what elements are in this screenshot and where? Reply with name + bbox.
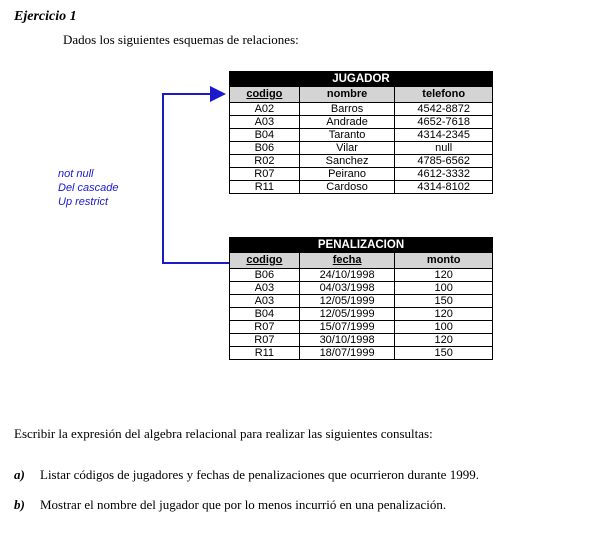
exercise-title: Ejercicio 1	[14, 9, 77, 24]
jugador-cell-nombre: Taranto	[299, 129, 395, 142]
intro-text: Dados los siguientes esquemas de relaciones:	[63, 32, 299, 47]
penalizacion-col-codigo: codigo	[230, 253, 300, 269]
penalizacion-row	[230, 321, 493, 334]
penalizacion-row	[230, 334, 493, 347]
constraint-up-restrict: Up restrict	[58, 196, 109, 208]
jugador-col-telefono: telefono	[395, 87, 493, 103]
penalizacion-cell-fecha: 12/05/1999	[299, 308, 395, 321]
penalizacion-row	[230, 347, 493, 360]
jugador-cell-telefono: 4314-2345	[395, 129, 493, 142]
penalizacion-table	[229, 237, 493, 360]
penalizacion-cell-codigo: A03	[230, 295, 300, 308]
jugador-row	[230, 116, 493, 129]
question-b	[14, 497, 446, 513]
question-a-text: Listar códigos de jugadores y fechas de penalizaciones que ocurrieron durante 1999.	[40, 467, 479, 482]
jugador-row	[230, 103, 493, 116]
jugador-row	[230, 181, 493, 194]
jugador-cell-nombre: Andrade	[299, 116, 395, 129]
jugador-cell-nombre: Sanchez	[299, 155, 395, 168]
constraint-not-null: not null	[58, 168, 94, 180]
jugador-cell-telefono: 4652-7618	[395, 116, 493, 129]
jugador-cell-nombre: Peirano	[299, 168, 395, 181]
jugador-cell-codigo: B06	[230, 142, 300, 155]
penalizacion-cell-fecha: 18/07/1999	[299, 347, 395, 360]
penalizacion-cell-codigo: R11	[230, 347, 300, 360]
jugador-cell-telefono: 4612-3332	[395, 168, 493, 181]
instruction-text: Escribir la expresión del algebra relacional para realizar las siguientes consultas:	[14, 426, 433, 441]
jugador-cell-codigo: R02	[230, 155, 300, 168]
jugador-cell-codigo: A03	[230, 116, 300, 129]
penalizacion-cell-fecha: 04/03/1998	[299, 282, 395, 295]
penalizacion-cell-codigo: B06	[230, 269, 300, 282]
constraint-del-cascade: Del cascade	[58, 182, 119, 194]
jugador-cell-telefono: null	[395, 142, 493, 155]
penalizacion-cell-monto: 150	[395, 295, 493, 308]
penalizacion-cell-fecha: 30/10/1998	[299, 334, 395, 347]
penalizacion-cell-monto: 100	[395, 321, 493, 334]
penalizacion-row	[230, 295, 493, 308]
jugador-cell-codigo: B04	[230, 129, 300, 142]
question-a	[14, 467, 479, 483]
penalizacion-cell-fecha: 12/05/1999	[299, 295, 395, 308]
jugador-cell-nombre: Barros	[299, 103, 395, 116]
jugador-table-title: JUGADOR	[230, 72, 493, 87]
jugador-row	[230, 155, 493, 168]
penalizacion-col-fecha: fecha	[299, 253, 395, 269]
penalizacion-cell-monto: 150	[395, 347, 493, 360]
jugador-cell-nombre: Vilar	[299, 142, 395, 155]
penalizacion-row	[230, 282, 493, 295]
penalizacion-table-title: PENALIZACION	[230, 238, 493, 253]
question-b-text: Mostrar el nombre del jugador que por lo menos incurrió en una penalización.	[40, 497, 447, 512]
jugador-cell-telefono: 4542-8872	[395, 103, 493, 116]
jugador-cell-codigo: R07	[230, 168, 300, 181]
jugador-cell-telefono: 4314-8102	[395, 181, 493, 194]
jugador-cell-nombre: Cardoso	[299, 181, 395, 194]
penalizacion-row	[230, 308, 493, 321]
penalizacion-cell-monto: 120	[395, 308, 493, 321]
jugador-cell-codigo: A02	[230, 103, 300, 116]
penalizacion-cell-monto: 120	[395, 334, 493, 347]
jugador-cell-telefono: 4785-6562	[395, 155, 493, 168]
jugador-row	[230, 129, 493, 142]
penalizacion-cell-monto: 100	[395, 282, 493, 295]
penalizacion-cell-monto: 120	[395, 269, 493, 282]
question-b-label: b)	[14, 497, 25, 512]
penalizacion-cell-codigo: A03	[230, 282, 300, 295]
jugador-row	[230, 168, 493, 181]
penalizacion-cell-codigo: B04	[230, 308, 300, 321]
question-a-label: a)	[14, 467, 25, 482]
penalizacion-cell-fecha: 15/07/1999	[299, 321, 395, 334]
penalizacion-row	[230, 269, 493, 282]
penalizacion-cell-codigo: R07	[230, 334, 300, 347]
jugador-table	[229, 71, 493, 194]
jugador-row	[230, 142, 493, 155]
jugador-col-nombre: nombre	[299, 87, 395, 103]
penalizacion-cell-fecha: 24/10/1998	[299, 269, 395, 282]
penalizacion-cell-codigo: R07	[230, 321, 300, 334]
penalizacion-col-monto: monto	[395, 253, 493, 269]
jugador-col-codigo: codigo	[230, 87, 300, 103]
jugador-cell-codigo: R11	[230, 181, 300, 194]
